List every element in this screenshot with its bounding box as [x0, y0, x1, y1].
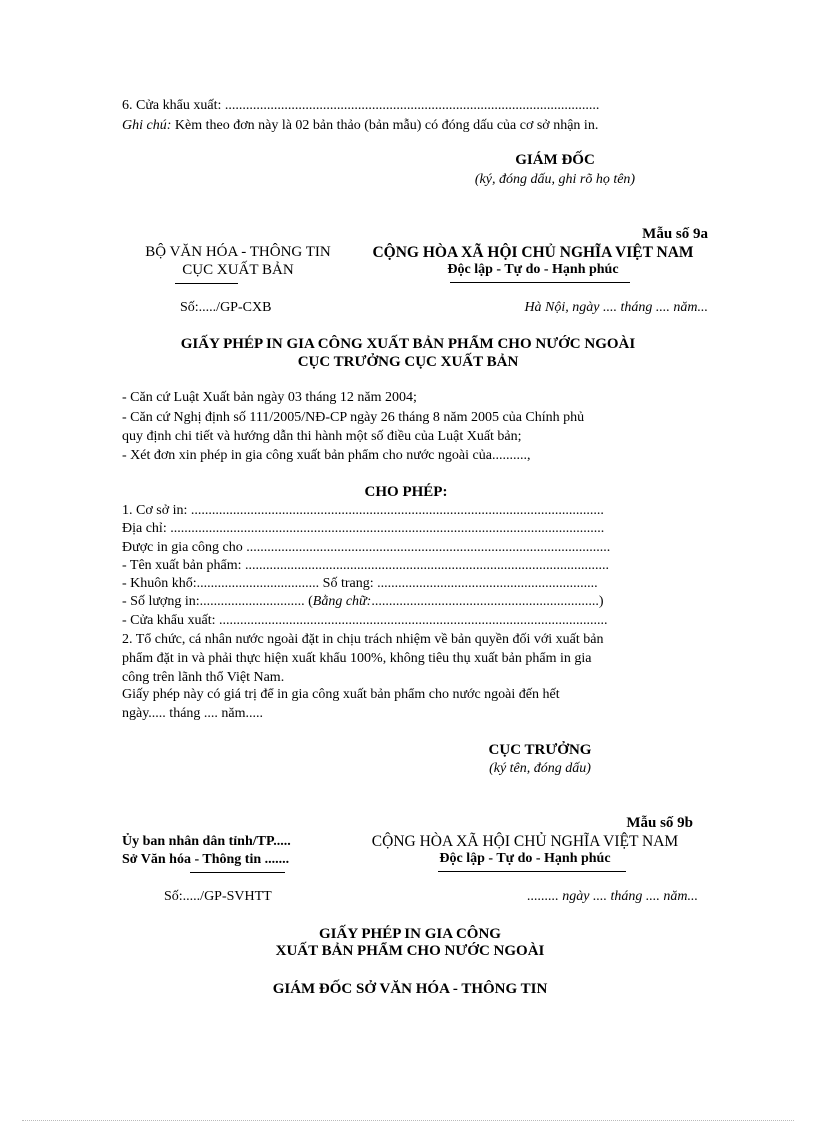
motto-underline [450, 282, 630, 283]
director-title: GIÁM ĐỐC [515, 152, 595, 168]
item-printer: 1. Cơ sở in: ...................................................................................................................... [122, 503, 604, 518]
nation-name: CỘNG HÒA XÃ HỘI CHỦ NGHĨA VIỆT NAM [372, 244, 694, 261]
nation-motto: Độc lập - Tự do - Hạnh phúc [447, 262, 619, 277]
basis-line-3: quy định chi tiết và hướng dẫn thi hành một số điều của Luật Xuất bản; [122, 429, 522, 444]
form-9b-label: Mẫu số 9b [626, 815, 693, 831]
permit-date-9b: ......... ngày .... tháng .... năm... [527, 889, 698, 904]
note-line [122, 118, 690, 134]
validity-line-2: ngày..... tháng .... năm..... [122, 706, 264, 721]
basis-line-1: - Căn cứ Luật Xuất bản ngày 03 tháng 12 năm 2004; [122, 390, 417, 405]
department-name: CỤC XUẤT BẢN [182, 262, 294, 278]
nation-motto-9b: Độc lập - Tự do - Hạnh phúc [439, 851, 611, 866]
item-client: Được in gia công cho ........................................................................................................ [122, 540, 611, 555]
department-underline [175, 283, 238, 284]
note-label: Ghi chú: [122, 118, 172, 133]
ministry-name: BỘ VĂN HÓA - THÔNG TIN [145, 244, 331, 260]
quantity-prefix: - Số lượng in:.............................. ( [122, 594, 313, 609]
provincial-committee: Ủy ban nhân dân tỉnh/TP..... [122, 834, 291, 849]
permit-date: Hà Nội, ngày .... tháng .... năm... [524, 300, 708, 315]
clause-2-line-3: công trên lãnh thổ Việt Nam. [122, 670, 285, 685]
item-format: - Khuôn khổ:................................... Số trang: ............................................................... [122, 576, 598, 591]
director-sign-note: (ký, đóng dấu, ghi rõ họ tên) [474, 172, 636, 187]
permit-title-9b-2: XUẤT BẢN PHẨM CHO NƯỚC NGOÀI [275, 943, 545, 959]
item-export-gate: - Cửa khẩu xuất: ............................................................................................................... [122, 613, 608, 628]
basis-line-2: - Căn cứ Nghị định số 111/2005/NĐ-CP ngày 26 tháng 8 năm 2005 của Chính phủ [122, 410, 585, 425]
clause-2-line-2: phẩm đặt in và phải thực hiện xuất khẩu 100%, không tiêu thụ xuất bản phẩm in gia [122, 651, 592, 666]
permit-title-9b-1: GIẤY PHÉP IN GIA CÔNG [319, 926, 501, 942]
permit-title: GIẤY PHÉP IN GIA CÔNG XUẤT BẢN PHẨM CHO NƯỚC NGOÀI [180, 336, 636, 352]
director-general-title: CỤC TRƯỞNG [488, 742, 592, 758]
export-gate-line: 6. Cửa khẩu xuất: ........................................................................................................... [122, 98, 600, 113]
quantity-suffix: .................................................................) [371, 594, 604, 609]
item-address: Địa chỉ: ............................................................................................................................ [122, 521, 605, 536]
culture-department-underline [190, 872, 285, 873]
permit-issuer: CỤC TRƯỞNG CỤC XUẤT BẢN [297, 354, 519, 370]
culture-department: Sở Văn hóa - Thông tin ....... [122, 852, 290, 867]
clause-2-line-1: 2. Tổ chức, cá nhân nước ngoài đặt in chịu trách nhiệm về bản quyền đối với xuất bản [122, 632, 604, 647]
item-title: - Tên xuất bản phẩm: ........................................................................................................ [122, 558, 609, 573]
nation-name-9b: CỘNG HÒA XÃ HỘI CHỦ NGHĨA VIỆT NAM [371, 833, 679, 850]
basis-line-4: - Xét đơn xin phép in gia công xuất bản phẩm cho nước ngoài của.........., [122, 448, 531, 463]
page-bottom-border [22, 1120, 794, 1121]
validity-line-1: Giấy phép này có giá trị để in gia công xuất bản phẩm cho nước ngoài đến hết [122, 687, 560, 702]
note-text: Kèm theo đơn này là 02 bản thảo (bản mẫu) có đóng dấu của cơ sở nhận in. [171, 118, 599, 133]
form-9a-label: Mẫu số 9a [642, 226, 708, 242]
permit-number-9b: Số:...../GP-SVHTT [164, 889, 272, 904]
item-quantity [122, 594, 690, 610]
permit-number: Số:...../GP-CXB [180, 300, 272, 315]
permit-heading: CHO PHÉP: [364, 484, 448, 500]
director-general-note: (ký tên, đóng dấu) [489, 761, 591, 776]
quantity-label: Bằng chữ: [312, 594, 372, 609]
motto-underline-9b [438, 871, 626, 872]
permit-issuer-9b: GIÁM ĐỐC SỞ VĂN HÓA - THÔNG TIN [272, 981, 548, 997]
